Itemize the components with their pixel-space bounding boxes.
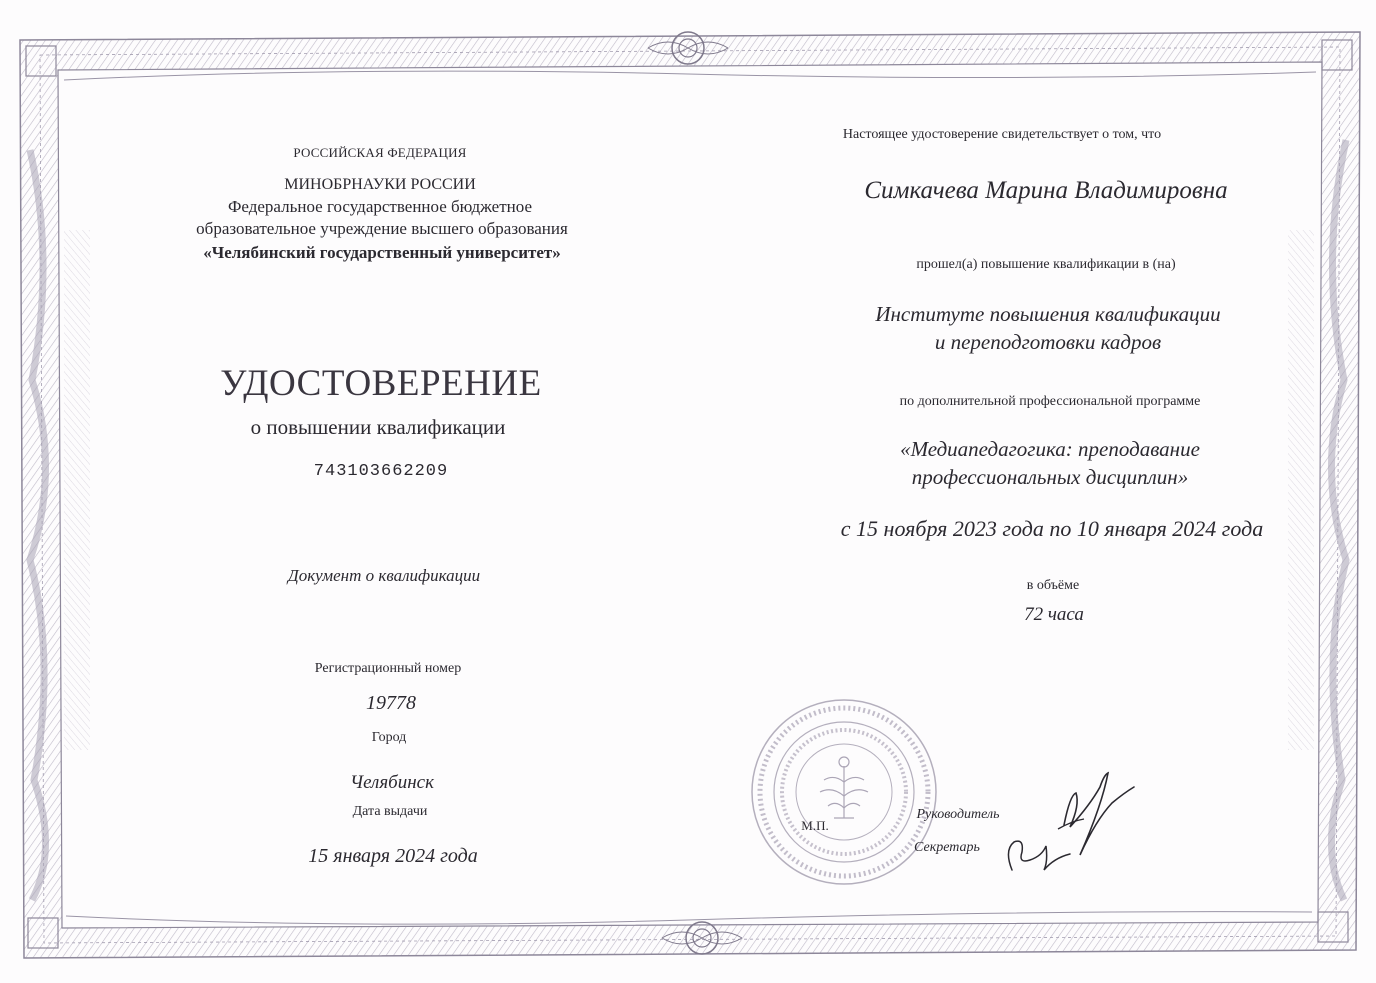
official-seal: [748, 696, 940, 888]
program-line-2: профессиональных дисциплин»: [911, 465, 1189, 489]
university-name: «Челябинский государственный университет»: [203, 243, 561, 262]
head-label: Руководитель: [916, 807, 1000, 822]
organization-line-1: Федеральное государственное бюджетное: [227, 197, 533, 216]
issue-date-label: Дата выдачи: [352, 804, 428, 819]
issue-date: 15 января 2024 года: [308, 845, 478, 867]
city-value: Челябинск: [350, 772, 434, 793]
institute-line-1: Институте повышения квалификации: [875, 302, 1221, 326]
stamp-mark: М.П.: [801, 818, 829, 833]
ministry-name: МИНОБРНАУКИ РОССИИ: [284, 176, 476, 193]
certifies-text: Настоящее удостоверение свидетельствует о том, что: [842, 127, 1162, 142]
registration-number: 19778: [366, 692, 416, 714]
document-title: УДОСТОВЕРЕНИЕ: [220, 363, 542, 404]
person-name: Симкачева Марина Владимировна: [864, 177, 1228, 204]
program-line-1: «Медиапедагогика: преподавание: [900, 437, 1200, 461]
city-label: Город: [371, 730, 407, 745]
volume-label: в объёме: [1026, 578, 1080, 593]
document-number: 743103662209: [313, 462, 449, 481]
country-name: РОССИЙСКАЯ ФЕДЕРАЦИЯ: [293, 145, 467, 160]
document-subtitle: о повышении квалификации: [250, 415, 506, 439]
volume-value: 72 часа: [1024, 604, 1084, 625]
organization-line-2: образовательное учреждение высшего образования: [196, 219, 568, 238]
registration-label: Регистрационный номер: [314, 661, 462, 676]
secretary-label: Секретарь: [914, 840, 980, 855]
training-period: с 15 ноября 2023 года по 10 января 2024 года: [840, 516, 1264, 541]
document-type: Документ о квалификации: [287, 566, 481, 585]
program-label: по дополнительной профессиональной программе: [899, 394, 1201, 409]
passed-text: прошел(а) повышение квалификации в (на): [916, 257, 1176, 272]
secretary-signature: [1000, 830, 1080, 880]
institute-line-2: и переподготовки кадров: [934, 330, 1162, 354]
